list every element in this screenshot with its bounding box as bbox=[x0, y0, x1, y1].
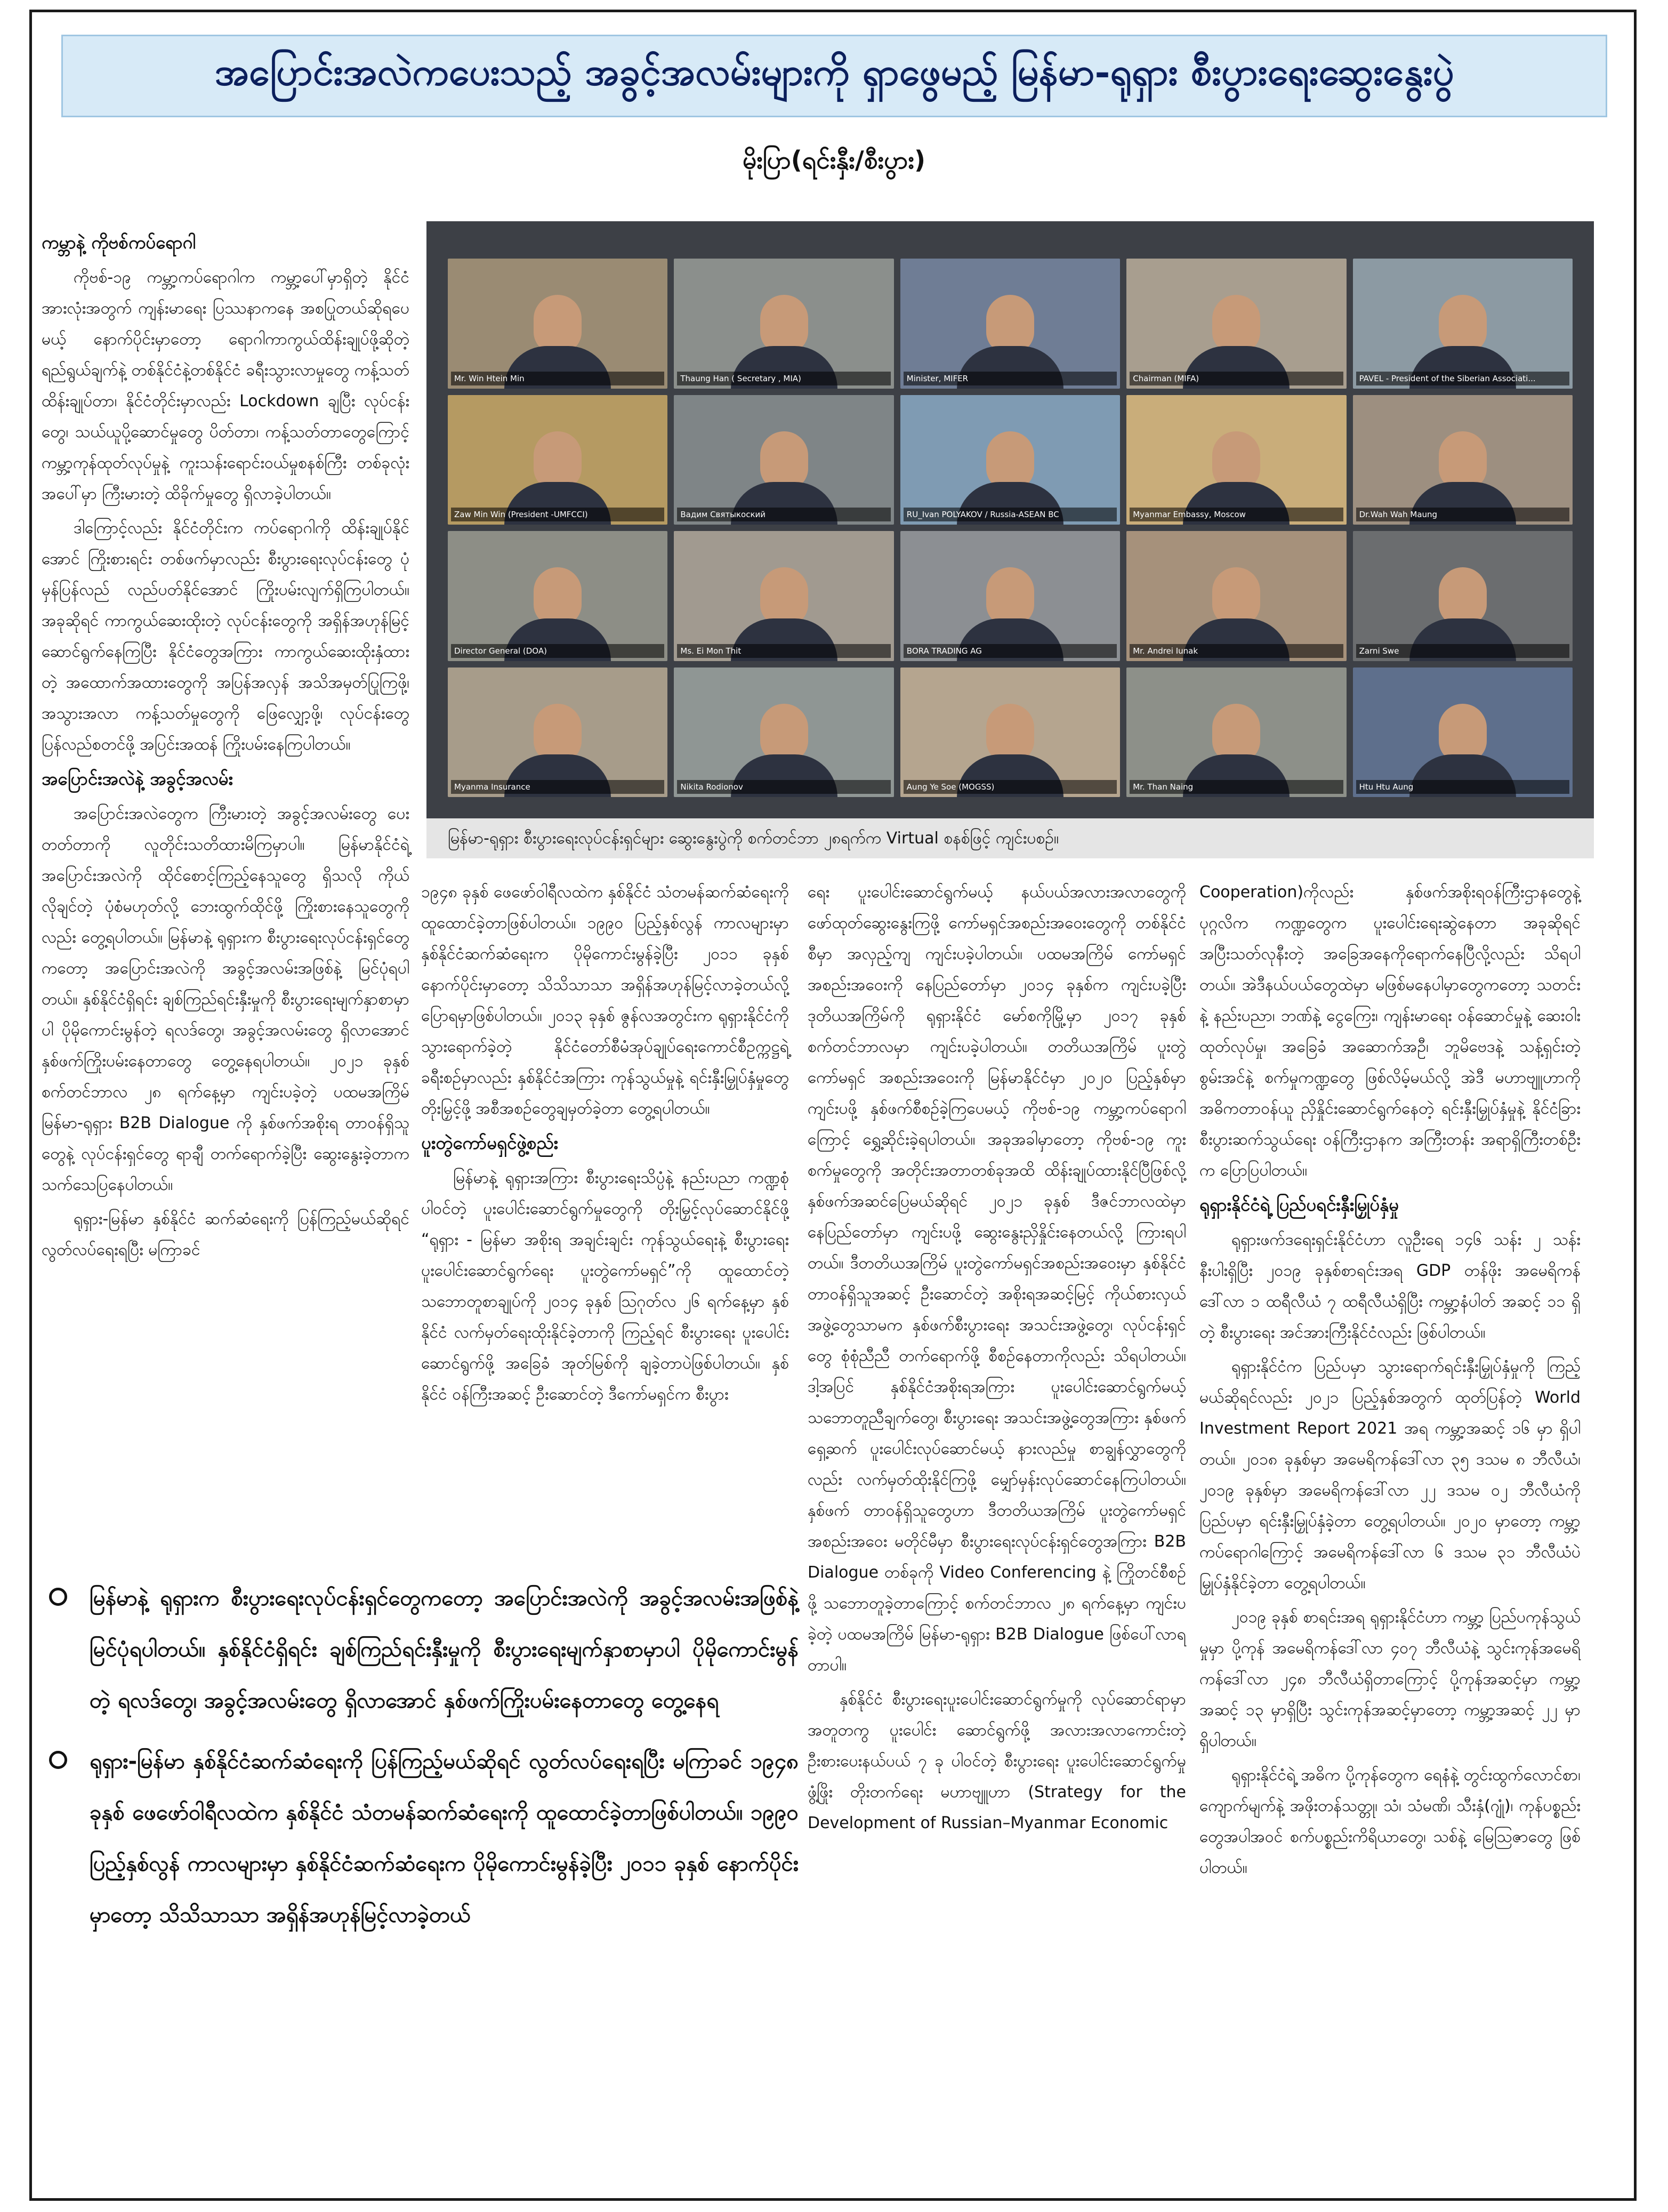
participant-name-label: Mr. Andrei Iunak bbox=[1130, 644, 1343, 658]
participant-head bbox=[1439, 431, 1487, 490]
participant-name-label: Zarni Swe bbox=[1356, 644, 1569, 658]
pull-quote-item bbox=[42, 1573, 799, 1726]
paragraph: ရေး ပူးပေါင်းဆောင်ရွက်မယ့် နယ်ပယ်အလားအလာတွေကို ဖော်ထုတ်ဆွေးနွေးကြဖို့ ကော်မရှင်အစည်းအဝေးတွေကို တစ်နိုင်ငံစီမှာ အလှည့်ကျ ကျင်းပခဲ့ပါတယ်။ ပထမအကြိမ် ကော်မရှင်အစည်းအဝေးကို နေပြည်တော်မှာ ၂၀၁၄ ခုနှစ်က ကျင်းပခဲ့ပြီး ဒုတိယအကြိမ်ကို ရုရှားနိုင်ငံ မော်စကိုမြို့မှာ ၂၀၁၇ ခုနှစ် စက်တင်ဘာလမှာ ကျင်းပခဲ့ပါတယ်။ တတိယအကြိမ် ပူးတွဲကော်မရှင် အစည်းအဝေးကို မြန်မာနိုင်ငံမှာ ၂၀၂၀ ပြည့်နှစ်မှာ ကျင်းပဖို့ နှစ်ဖက်စီစဉ်ခဲ့ကြပေမယ့် ကိုဗစ်-၁၉ ကမ္ဘာ့ကပ်ရောဂါကြောင့် ရွှေ့ဆိုင်းခဲ့ရပါတယ်။ အခုအခါမှာတော့ ကိုဗစ်-၁၉ ကူးစက်မှုတွေကို အတိုင်းအတာတစ်ခုအထိ ထိန်းချုပ်ထားနိုင်ပြီဖြစ်လို့ နှစ်ဖက်အဆင်ပြေမယ်ဆိုရင် ၂၀၂၁ ခုနှစ် ဒီဇင်ဘာလထဲမှာ နေပြည်တော်မှာ ကျင်းပဖို့ ဆွေးနွေးညှိနှိုင်းနေတယ်လို့ ကြားရပါတယ်။ ဒီတတိယအကြိမ် ပူးတွဲကော်မရှင်အစည်းအဝေးမှာ နှစ်နိုင်ငံတာဝန်ရှိသူအဆင့် ဦးဆောင်တဲ့ အစိုးရအဆင့်မြင့် ကိုယ်စားလှယ်အဖွဲ့တွေသာမက နှစ်ဖက်စီးပွားရေး အသင်းအဖွဲ့တွေ၊ လုပ်ငန်းရှင်တွေ စုံစုံညီညီ တက်ရောက်ဖို့ စီစဉ်နေတာကိုလည်း သိရပါတယ်။ ဒါ့အပြင် နှစ်နိုင်ငံအစိုးရအကြား ပူးပေါင်းဆောင်ရွက်မယ့် သဘောတူညီချက်တွေ၊ စီးပွားရေး အသင်းအဖွဲ့တွေအကြား နှစ်ဖက်ရှေ့ဆက် ပူးပေါင်းလုပ်ဆောင်မယ့် နားလည်မှု စာချွန်လွှာတွေကိုလည်း လက်မှတ်ထိုးနိုင်ကြဖို့ မျှော်မှန်းလုပ်ဆောင်နေကြပါတယ်။ နှစ်ဖက် တာဝန်ရှိသူတွေဟာ ဒီတတိယအကြိမ် ပူးတွဲကော်မရှင်အစည်းအဝေး မတိုင်မီမှာ စီးပွားရေးလုပ်ငန်းရှင်တွေအကြား B2B Dialogue တစ်ခုကို Video Conferencing နဲ့ ကြိုတင်စီစဉ်ဖို့ သဘောတူခဲ့တာကြောင့် စက်တင်ဘာလ ၂၈ ရက်နေ့မှာ ကျင်းပခဲ့တဲ့ ပထမအကြိမ် မြန်မာ-ရုရှား B2B Dialogue ဖြစ်ပေါ်လာရတာပါ။ bbox=[808, 883, 1186, 1675]
participant-tile bbox=[1353, 667, 1573, 798]
participant-tile bbox=[448, 259, 667, 389]
participant-tile bbox=[674, 259, 893, 389]
participant-tile bbox=[448, 531, 667, 661]
participant-name-label: Zaw Min Win (President -UMFCCI) bbox=[451, 508, 664, 521]
participant-name-label: Mr. Than Naing bbox=[1130, 780, 1343, 794]
participant-head bbox=[760, 431, 808, 490]
paragraph: မြန်မာနဲ့ ရုရှားအကြား စီးပွားရေးသိပ္ပံနဲ့ နည်းပညာ ကဏ္ဍစုံပါဝင်တဲ့ ပူးပေါင်းဆောင်ရွက်မှုတွေကို တိုးမြှင့်လုပ်ဆောင်နိုင်ဖို့ “ရုရှား - မြန်မာ အစိုးရ အချင်းချင်း ကုန်သွယ်ရေးနဲ့ စီးပွားရေးပူးပေါင်းဆောင်ရွက်ရေး ပူးတွဲကော်မရှင်”ကို ထူထောင်တဲ့ သဘောတူစာချုပ်ကို ၂၀၁၄ ခုနှစ် ဩဂုတ်လ ၂၆ ရက်နေ့မှာ နှစ်နိုင်ငံ လက်မှတ်ရေးထိုးနိုင်ခဲ့တာကို ကြည့်ရင် စီးပွားရေး ပူးပေါင်းဆောင်ရွက်ဖို့ အခြေခံ အုတ်မြစ်ကို ချခဲ့တာပဲဖြစ်ပါတယ်။ နှစ်နိုင်ငံ ဝန်ကြီးအဆင့် ဦးဆောင်တဲ့ ဒီကော်မရှင်က စီးပွား bbox=[421, 1169, 789, 1404]
participant-tile bbox=[900, 259, 1120, 389]
participant-name-label: Thaung Han ( Secretary , MIA) bbox=[677, 372, 890, 385]
participant-head bbox=[760, 295, 808, 353]
participant-head bbox=[760, 704, 808, 762]
participant-tile bbox=[448, 395, 667, 525]
article-column-3 bbox=[808, 877, 1186, 2157]
participant-head bbox=[986, 567, 1034, 626]
article-column-4 bbox=[1199, 877, 1581, 2157]
participant-tile bbox=[1126, 395, 1346, 525]
participant-tile bbox=[674, 667, 893, 798]
participant-tile bbox=[900, 667, 1120, 798]
participant-head bbox=[1439, 704, 1487, 762]
paragraph: Cooperation)ကိုလည်း နှစ်ဖက်အစိုးရဝန်ကြီးဌာနတွေနဲ့ ပုဂ္ဂလိက ကဏ္ဍတွေက ပူးပေါင်းရေးဆွဲနေတာ အခုဆိုရင် အပြီးသတ်လုနီးတဲ့ အခြေအနေကိုရောက်နေပြီလို့လည်း သိရပါတယ်။ အဲဒီနယ်ပယ်တွေထဲမှာ မဖြစ်မနေပါမှာတွေကတော့ သတင်းနဲ့ နည်းပညာ၊ ဘဏ်နဲ့ ငွေကြေး၊ ကျန်းမာရေး ဝန်ဆောင်မှုနဲ့ ဆေးဝါးထုတ်လုပ်မှု၊ အခြေခံ အဆောက်အဦ၊ ဘူမိဗေဒနဲ့ သန့်ရှင်းတဲ့စွမ်းအင်နဲ့ စက်မှုကဏ္ဍတွေ ဖြစ်လိမ့်မယ်လို့ အဲဒီ မဟာဗျူဟာကို အဓိကတာဝန်ယူ ညှိနှိုင်းဆောင်ရွက်နေတဲ့ ရင်းနှီးမြှုပ်နှံမှုနဲ့ နိုင်ငံခြားစီးပွားဆက်သွယ်ရေး ဝန်ကြီးဌာနက အကြီးတန်း အရာရှိကြီးတစ်ဦးက ပြောပြပါတယ်။ bbox=[1199, 883, 1581, 1180]
participant-head bbox=[1212, 704, 1260, 762]
participant-tile bbox=[674, 395, 893, 525]
participant-name-label: Вадим Святыкоский bbox=[677, 508, 890, 521]
participant-head bbox=[1439, 295, 1487, 353]
participant-name-label: RU_Ivan POLYAKOV / Russia-ASEAN BC bbox=[904, 508, 1117, 521]
participant-name-label: BORA TRADING AG bbox=[904, 644, 1117, 658]
participant-name-label: Ms. Ei Mon Thit bbox=[677, 644, 890, 658]
circle-bullet-icon bbox=[49, 1751, 67, 1769]
participant-grid bbox=[448, 259, 1573, 797]
participant-head bbox=[1212, 431, 1260, 490]
pull-quote-text: မြန်မာနဲ့ ရုရှားက စီးပွားရေးလုပ်ငန်းရှင်တွေကတော့ အပြောင်းအလဲကို အခွင့်အလမ်းအဖြစ်နဲ့ မြင်ပုံရပါတယ်။ နှစ်နိုင်ငံရှိရင်း ချစ်ကြည်ရင်းနှီးမှုကို စီးပွားရေးမျက်နှာစာမှာပါ ပိုမိုကောင်းမွန်တဲ့ ရလဒ်တွေ၊ အခွင့်အလမ်းတွေ ရှိလာအောင် နှစ်ဖက်ကြိုးပမ်းနေတာတွေ တွေ့နေရ bbox=[90, 1586, 799, 1713]
pull-quote bbox=[42, 1573, 799, 2165]
participant-tile bbox=[1126, 667, 1346, 798]
paragraph: ၁၉၄၈ ခုနှစ် ဖေဖော်ဝါရီလထဲက နှစ်နိုင်ငံ သံတမန်ဆက်ဆံရေးကို ထူထောင်ခဲ့တာဖြစ်ပါတယ်။ ၁၉၉၀ ပြည့်နှစ်လွန် ကာလများမှာ နှစ်နိုင်ငံဆက်ဆံရေးက ပိုမိုကောင်းမွန်ခဲ့ပြီး ၂၀၁၁ ခုနှစ် နောက်ပိုင်းမှာတော့ သိသိသာသာ အရှိန်အဟုန်မြင့်လာခဲ့တယ်လို့ ပြောရမှာဖြစ်ပါတယ်။ ၂၀၁၃ ခုနှစ် ဇွန်လအတွင်းက ရုရှားနိုင်ငံကို သွားရောက်ခဲ့တဲ့ နိုင်ငံတော်စီမံအုပ်ချုပ်ရေးကောင်စီဥက္ကဋ္ဌရဲ့ ခရီးစဉ်မှာလည်း နှစ်နိုင်ငံအကြား ကုန်သွယ်မှုနဲ့ ရင်းနှီးမြှုပ်နှံမှုတွေ တိုးမြှင့်ဖို့ အစီအစဉ်တွေချမှတ်ခဲ့တာ တွေ့ရပါတယ်။ bbox=[421, 883, 789, 1118]
participant-tile bbox=[1353, 531, 1573, 661]
paragraph: ကိုဗစ်-၁၉ ကမ္ဘာ့ကပ်ရောဂါက ကမ္ဘာ့ပေါ်မှာရှိတဲ့ နိုင်ငံအားလုံးအတွက် ကျန်းမာရေး ပြဿနာကနေ အစပြုတယ်ဆိုရပေမယ့် နောက်ပိုင်းမှာတော့ ရောဂါကာကွယ်ထိန်းချုပ်ဖို့ဆိုတဲ့ ရည်ရွယ်ချက်နဲ့ တစ်နိုင်ငံနဲ့တစ်နိုင်ငံ ခရီးသွားလာမှုတွေ ကန့်သတ်ထိန်းချုပ်တာ၊ နိုင်ငံတိုင်းမှာလည်း Lockdown ချပြီး လုပ်ငန်းတွေ၊ သယ်ယူပို့ဆောင်မှုတွေ ပိတ်တာ၊ ကန့်သတ်တာတွေကြောင့် ကမ္ဘာ့ကုန်ထုတ်လုပ်မှုနဲ့ ကူးသန်းရောင်းဝယ်မှုစနစ်ကြီး တစ်ခုလုံးအပေါ်မှာ ကြီးမားတဲ့ ထိခိုက်မှုတွေ ရှိလာခဲ့ပါတယ်။ bbox=[42, 268, 409, 503]
paragraph: ရုရှားနိုင်ငံက ပြည်ပမှာ သွားရောက်ရင်းနှီးမြှုပ်နှံမှုကို ကြည့်မယ်ဆိုရင်လည်း ၂၀၂၁ ပြည့်နှစ်အတွက် ထုတ်ပြန်တဲ့ World Investment Report 2021 အရ ကမ္ဘာ့အဆင့် ၁၆ မှာ ရှိပါတယ်။ ၂၀၁၈ ခုနှစ်မှာ အမေရိကန်ဒေါ်လာ ၃၅ ဒသမ ၈ ဘီလီယံ၊ ၂၀၁၉ ခုနှစ်မှာ အမေရိကန်ဒေါ်လာ ၂၂ ဒသမ ၀၂ ဘီလီယံကို ပြည်ပမှာ ရင်းနှီးမြှုပ်နှံခဲ့တာ တွေ့ရပါတယ်။ ၂၀၂၀ မှာတော့ ကမ္ဘာ့ကပ်ရောဂါကြောင့် အမေရိကန်ဒေါ်လာ ၆ ဒသမ ၃၁ ဘီလီယံပဲ မြှုပ်နှံနိုင်ခဲ့တာ တွေ့ရပါတယ်။ bbox=[1199, 1357, 1581, 1592]
participant-head bbox=[534, 704, 582, 762]
participant-head bbox=[986, 704, 1034, 762]
participant-head bbox=[534, 295, 582, 353]
participant-head bbox=[760, 567, 808, 626]
participant-name-label: Mr. Win Htein Min bbox=[451, 372, 664, 385]
participant-tile bbox=[1353, 259, 1573, 389]
participant-name-label: Dr.Wah Wah Maung bbox=[1356, 508, 1569, 521]
headline-banner bbox=[61, 35, 1607, 117]
participant-tile bbox=[1126, 259, 1346, 389]
participant-head bbox=[986, 295, 1034, 353]
participant-tile bbox=[1353, 395, 1573, 525]
pull-quote-text: ရုရှား-မြန်မာ နှစ်နိုင်ငံဆက်ဆံရေးကို ပြန်ကြည့်မယ်ဆိုရင် လွတ်လပ်ရေးရပြီး မကြာခင် ၁၉၄၈ ခုနှစ် ဖေဖော်ဝါရီလထဲက နှစ်နိုင်ငံ သံတမန်ဆက်ဆံရေးကို ထူထောင်ခဲ့တာဖြစ်ပါတယ်။ ၁၉၉၀ ပြည့်နှစ်လွန် ကာလများမှာ နှစ်နိုင်ငံဆက်ဆံရေးက ပိုမိုကောင်းမွန်ခဲ့ပြီး ၂၀၁၁ ခုနှစ် နောက်ပိုင်းမှာတော့ သိသိသာသာ အရှိန်အဟုန်မြင့်လာခဲ့တယ် bbox=[90, 1749, 799, 1927]
paragraph: ရုရှားဖက်ဒရေးရှင်းနိုင်ငံဟာ လူဦးရေ ၁၄၆ သန်း ၂ သန်း နီးပါးရှိပြီး ၂၀၁၉ ခုနှစ်စာရင်းအရ GDP တန်ဖိုး အမေရိကန်ဒေါ်လာ ၁ ထရီလီယံ ၇ ထရီလီယံရှိပြီး ကမ္ဘာ့နံပါတ် အဆင့် ၁၁ ရှိတဲ့ စီးပွားရေး အင်အားကြီးနိုင်ငံလည်း ဖြစ်ပါတယ်။ bbox=[1199, 1230, 1581, 1342]
participant-tile bbox=[900, 531, 1120, 661]
byline: မိုးပြာ(ရင်းနှီး/စီးပွား) bbox=[742, 146, 926, 174]
participant-head bbox=[534, 567, 582, 626]
paragraph: နှစ်နိုင်ငံ စီးပွားရေးပူးပေါင်းဆောင်ရွက်မှုကို လုပ်ဆောင်ရာမှာ အတူတကွ ပူးပေါင်း ဆောင်ရွက်ဖို့ အလားအလာကောင်းတဲ့ ဦးစားပေးနယ်ပယ် ၇ ခု ပါဝင်တဲ့ စီးပွားရေး ပူးပေါင်းဆောင်ရွက်မှု ဖွံ့ဖြိုး တိုးတက်ရေး မဟာဗျူဟာ (Strategy for the Development of Russian–Myanmar Economic bbox=[808, 1690, 1186, 1832]
participant-name-label: Myanmar Embassy, Moscow bbox=[1130, 508, 1343, 521]
participant-tile bbox=[448, 667, 667, 798]
paragraph: ဒါကြောင့်လည်း နိုင်ငံတိုင်းက ကပ်ရောဂါကို ထိန်းချုပ်နိုင်အောင် ကြိုးစားရင်း တစ်ဖက်မှာလည်း စီးပွားရေးလုပ်ငန်းတွေ ပုံမှန်ပြန်လည် လည်ပတ်နိုင်အောင် ကြိုးပမ်းလျက်ရှိကြပါတယ်။ အခုဆိုရင် ကာကွယ်ဆေးထိုးတဲ့ လုပ်ငန်းတွေကို အရှိန်အဟုန်မြင့် ဆောင်ရွက်နေကြပြီး နိုင်ငံတွေအကြား ကာကွယ်ဆေးထိုးနှံထားတဲ့ အထောက်အထားတွေကို အပြန်အလှန် အသိအမှတ်ပြုကြဖို့၊ အသွားအလာ ကန့်သတ်မှုတွေကို ဖြေလျှော့ဖို့၊ လုပ်ငန်းတွေ ပြန်လည်စတင်ဖို့ အပြင်းအထန် ကြိုးပမ်းနေကြပါတယ်။ bbox=[42, 519, 409, 754]
participant-name-label: Chairman (MIFA) bbox=[1130, 372, 1343, 385]
subhead-joint-commission: ပူးတွဲကော်မရှင်ဖွဲ့စည်း bbox=[421, 1132, 558, 1153]
paragraph: ၂၀၁၉ ခုနှစ် စာရင်းအရ ရုရှားနိုင်ငံဟာ ကမ္ဘာ့ ပြည်ပကုန်သွယ်မှုမှာ ပို့ကုန် အမေရိကန်ဒေါ်လာ ၄၀၇ ဘီလီယံနဲ့ သွင်းကုန်အမေရိကန်ဒေါ်လာ ၂၄၈ ဘီလီယံရှိတာကြောင့် ပို့ကုန်အဆင့်မှာ ကမ္ဘာ့အဆင့် ၁၃ မှာရှိပြီး သွင်းကုန်အဆင့်မှာတော့ ကမ္ဘာ့အဆင့် ၂၂ မှာ ရှိပါတယ်။ bbox=[1199, 1608, 1581, 1750]
headline: အပြောင်းအလဲကပေးသည့် အခွင့်အလမ်းများကို ရှာဖွေမည့် မြန်မာ-ရုရှား စီးပွားရေးဆွေးနွေးပွဲ bbox=[214, 50, 1454, 94]
subhead-change-opportunity: အပြောင်းအလဲနဲ့ အခွင့်အလမ်း bbox=[42, 768, 233, 789]
article-column-1 bbox=[42, 224, 409, 1546]
participant-head bbox=[1212, 567, 1260, 626]
pull-quote-item bbox=[42, 1736, 799, 1941]
paragraph: ရုရှားနိုင်ငံရဲ့ အဓိက ပို့ကုန်တွေက ရေနံနဲ့ တွင်းထွက်လောင်စာ၊ ကျောက်မျက်နဲ့ အဖိုးတန်သတ္တု၊ သံ၊ သံမဏိ၊ သီးနှံ(ဂျုံ)၊ ကုန်ပစ္စည်းတွေအပါအဝင် စက်ပစ္စည်းကိရိယာတွေ၊ သစ်နဲ့ မြေသြဇာတွေ ဖြစ်ပါတယ်။ bbox=[1199, 1766, 1581, 1877]
participant-name-label: PAVEL - President of the Siberian Associati... bbox=[1356, 372, 1569, 385]
subhead-russia-investment: ရုရှားနိုင်ငံရဲ့ ပြည်ပရင်းနှီးမြှုပ်နှံမှု bbox=[1199, 1194, 1399, 1215]
participant-tile bbox=[1126, 531, 1346, 661]
paragraph: အပြောင်းအလဲတွေက ကြီးမားတဲ့ အခွင့်အလမ်းတွေ ပေးတတ်တာကို လူတိုင်းသတိထားမိကြမှာပါ။ မြန်မာနိုင်ငံရဲ့ အပြောင်းအလဲကို ထိုင်စောင့်ကြည့်နေသူတွေ ရှိသလို ကိုယ်လိုချင်တဲ့ ပုံစံမဟုတ်လို့ ဘေးထွက်ထိုင်ဖို့ ကြိုးစားနေသူတွေကိုလည်း တွေ့ရပါတယ်။ မြန်မာနဲ့ ရုရှားက စီးပွားရေးလုပ်ငန်းရှင်တွေကတော့ အပြောင်းအလဲကို အခွင့်အလမ်းအဖြစ်နဲ့ မြင်ပုံရပါတယ်။ နှစ်နိုင်ငံရှိရင်း ချစ်ကြည်ရင်းနှီးမှုကို စီးပွားရေးမျက်နှာစာမှာပါ ပိုမိုကောင်းမွန်တဲ့ ရလဒ်တွေ၊ အခွင့်အလမ်းတွေ ရှိလာအောင် နှစ်ဖက်ကြိုးပမ်းနေတာတွေ တွေ့နေရပါတယ်။ ၂၀၂၁ ခုနှစ် စက်တင်ဘာလ ၂၈ ရက်နေ့မှာ ကျင်းပခဲ့တဲ့ ပထမအကြိမ် မြန်မာ-ရုရှား B2B Dialogue ကို နှစ်ဖက်အစိုးရ တာဝန်ရှိသူတွေနဲ့ လုပ်ငန်းရှင်တွေ ရာချီ တက်ရောက်ခဲ့ပြီး ဆွေးနွေးခဲ့တာက သက်သေပြနေပါတယ်။ bbox=[42, 805, 409, 1194]
participant-head bbox=[1212, 295, 1260, 353]
participant-name-label: Nikita Rodionov bbox=[677, 780, 890, 794]
participant-name-label: Director General (DOA) bbox=[451, 644, 664, 658]
participant-head bbox=[986, 431, 1034, 490]
participant-head bbox=[1439, 567, 1487, 626]
participant-tile bbox=[674, 531, 893, 661]
article-column-2 bbox=[421, 877, 789, 1586]
paragraph: ရုရှား-မြန်မာ နှစ်နိုင်ငံ ဆက်ဆံရေးကို ပြန်ကြည့်မယ်ဆိုရင် လွတ်လပ်ရေးရပြီး မကြာခင် bbox=[42, 1210, 409, 1259]
photo-caption: မြန်မာ-ရုရှား စီးပွားရေးလုပ်ငန်းရှင်များ ဆွေးနွေးပွဲကို စက်တင်ဘာ ၂၈ရက်က Virtual စနစ်ဖြင့် ကျင်းပစဉ်။ bbox=[426, 818, 1594, 858]
participant-tile bbox=[900, 395, 1120, 525]
participant-head bbox=[534, 431, 582, 490]
participant-name-label: Htu Htu Aung bbox=[1356, 780, 1569, 794]
video-conference-photo bbox=[426, 221, 1594, 818]
subhead-pandemic: ကမ္ဘာနဲ့ ကိုဗစ်ကပ်ရောဂါ bbox=[42, 232, 196, 253]
participant-name-label: Myanma Insurance bbox=[451, 780, 664, 794]
participant-name-label: Aung Ye Soe (MOGSS) bbox=[904, 780, 1117, 794]
circle-bullet-icon bbox=[49, 1588, 67, 1606]
participant-name-label: Minister, MIFER bbox=[904, 372, 1117, 385]
